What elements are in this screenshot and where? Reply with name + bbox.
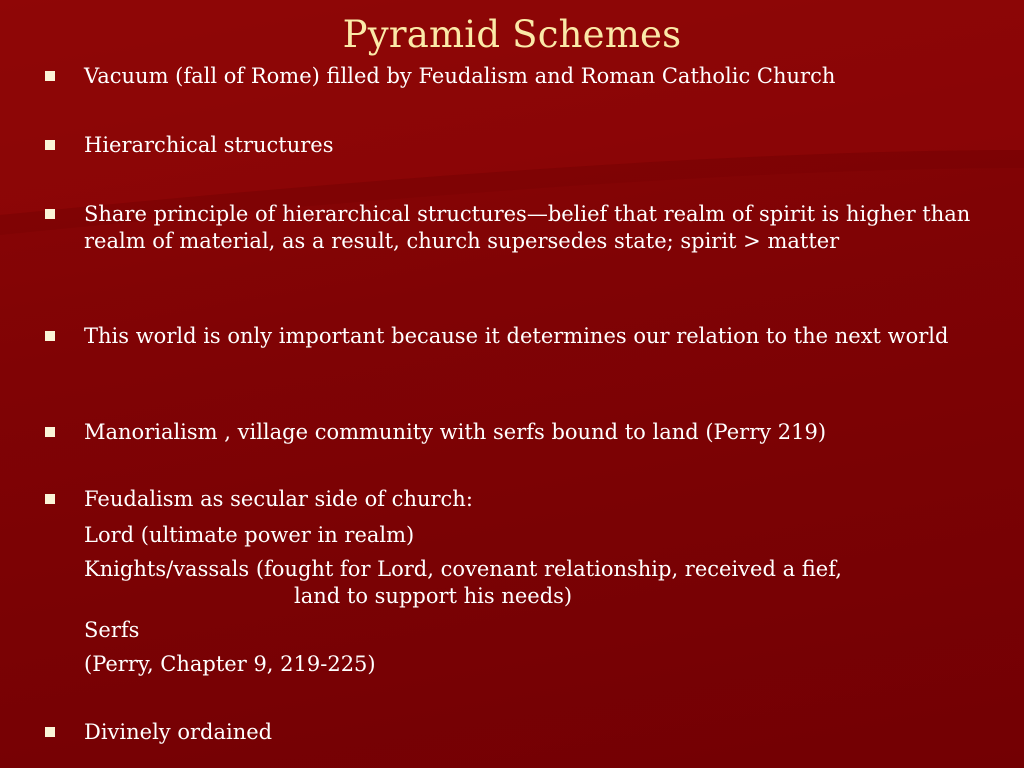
slide-title: Pyramid Schemes [342,13,682,56]
bullet-item: Vacuum (fall of Rome) filled by Feudalism and Roman Catholic Church [84,64,836,88]
bullet-item: This world is only important because it determines our relation to the next world [84,324,949,348]
bullet-item: Feudalism as secular side of church: [84,487,473,511]
feudal-line-knights [84,556,964,610]
bullet-item: Hierarchical structures [84,133,334,157]
bullet-marker [45,494,55,504]
bullet-marker [45,71,55,81]
bullet-marker [45,727,55,737]
bullet-item: Divinely ordained [84,720,273,744]
bullet-marker [45,427,55,437]
feudal-line-serfs: Serfs [84,618,140,642]
bullet-marker [45,140,55,150]
feudal-line-citation: (Perry, Chapter 9, 219-225) [84,652,376,676]
feudal-line-lord: Lord (ultimate power in realm) [84,523,415,547]
bullet-item: Manorialism , village community with serfs bound to land (Perry 219) [84,420,827,444]
bullet-marker [45,331,55,341]
bullet-item: Share principle of hierarchical structures—belief that realm of spirit is higher than realm of material, as a result, church supersedes state; spirit > matter [84,202,971,253]
bullet-marker [45,209,55,219]
knights-line-1: Knights/vassals (fought for Lord, covenant relationship, received a fief, [84,557,842,581]
knights-line-2: land to support his needs) [294,584,573,608]
